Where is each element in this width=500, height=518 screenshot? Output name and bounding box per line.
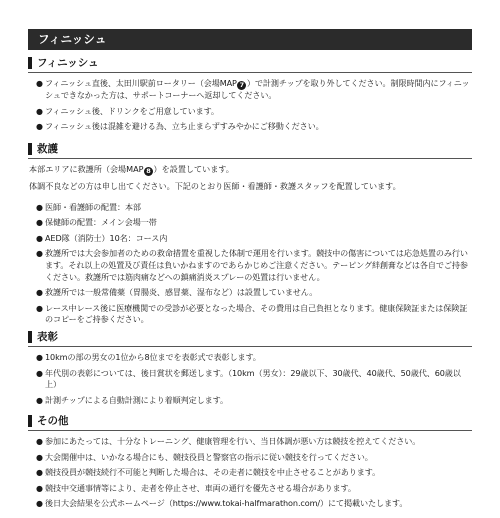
other-section [28, 414, 472, 514]
list-item: ● 大会開催中は、いかなる場合にも、競技役員と警察官の指示に従い競技を行ってください。 [36, 451, 373, 462]
awards-section [28, 330, 472, 410]
map-marker-icon: 7 [237, 81, 246, 90]
bullet-icon: ● [36, 353, 43, 362]
list-item: ● 保健師の配置：メイン会場一帯 [36, 217, 157, 228]
other-heading: その他 [28, 414, 472, 429]
list-item: ● 医師・看護師の配置：本部 [36, 201, 141, 212]
divider [28, 72, 472, 73]
list-item: ● 競技役員が競技続行不可能と判断した場合は、その走者に競技を中止させることがあります。 [36, 467, 381, 478]
bullet-icon: ● [36, 202, 43, 212]
list-item: ● 10kmの部の男女の1位から8位までを表彰式で表彰します。 [36, 352, 261, 362]
finish-list [28, 78, 472, 133]
bullet-icon: ● [36, 106, 43, 116]
other-list [28, 436, 472, 510]
divider [28, 158, 472, 159]
finish-heading: フィニッシュ [28, 56, 472, 71]
list-item: ● フィニッシュ後、ドリンクをご用意しています。 [36, 105, 219, 116]
bullet-icon: ● [36, 468, 43, 478]
bullet-icon: ● [36, 218, 43, 228]
list-item: ● 後日大会結果を公式ホームページ（https://www.tokai-halfmarathon.com/）にて掲載いたします。 [36, 498, 408, 509]
bullet-icon: ● [36, 288, 43, 298]
rescue-list [28, 202, 472, 326]
list-item: ● フィニッシュ後は混雑を避ける為、立ち止まらずすみやかにご移動ください。 [36, 121, 324, 132]
bullet-icon: ● [36, 395, 43, 405]
rescue-heading: 救護 [28, 142, 472, 157]
awards-list [28, 352, 472, 406]
bullet-icon: ● [36, 303, 43, 313]
bullet-icon: ● [36, 233, 43, 243]
list-item: ● 救護所では一般常備薬（胃腸炎、感冒薬、湿布など）は設置していません。 [36, 287, 318, 298]
awards-heading: 表彰 [28, 330, 472, 345]
list-item: ● レース中レース後に医療機関での受診が必要となった場合、その費用は自己負担となります。健康保険証または保険証のコピーをご持参ください。 [36, 302, 468, 325]
rescue-section [28, 142, 472, 330]
list-item: ● 救護所では大会参加者のための救命措置を重視した体制で運用を行います。競技中の傷害については応急処置のみ行います。それ以上の処置及び責任は負いかねますのであらかじめご注意ください。テーピング絆創膏などは各自でご持参ください。救護所では筋肉痛などへの鎮痛消炎スプレーの処置は行いません。 [36, 248, 468, 282]
list-item: ● 年代別の表彰については、後日賞状を郵送します。（10km（男女）：29歳以下、30歳代、40歳代、50歳代、60歳以上） [36, 367, 461, 390]
bullet-icon: ● [36, 499, 43, 509]
divider [28, 346, 472, 347]
list-item: ● AED隊（消防士）10名：コース内 [36, 232, 168, 243]
bullet-icon: ● [36, 249, 43, 259]
page-title: フィニッシュ [28, 29, 472, 50]
list-item: ● 参加にあたっては、十分なトレーニング、健康管理を行い、当日体調が悪い方は競技を控えてください。 [36, 436, 421, 446]
rescue-intro-2: 体調不良などの方は申し出てください。下記のとおり医師・看護師・救護スタッフを配置しています。 [29, 181, 401, 191]
bullet-icon: ● [36, 437, 43, 446]
list-item: ● 計測チップによる自動計測により着順判定します。 [36, 394, 228, 405]
bullet-icon: ● [36, 79, 43, 88]
bullet-icon: ● [36, 452, 43, 462]
rescue-intro: 本部エリアに救護所（会場MAP 8 ）を設置しています。 [29, 164, 234, 175]
divider [28, 430, 472, 431]
list-item: ● フィニッシュ直後、太田川駅前ロータリー（会場MAP 7 ）で計測チップを取り外してください。制限時間内にフィニッシュできなかった方は、サポートコーナーへ返却してください。 [36, 78, 470, 100]
bullet-icon: ● [36, 122, 43, 132]
list-item: ● 競技中交通事情等により、走者を停止させ、車両の通行を優先させる場合があります。 [36, 482, 356, 493]
finish-section [28, 56, 472, 137]
map-marker-icon: 8 [144, 167, 153, 176]
bullet-icon: ● [36, 368, 43, 378]
bullet-icon: ● [36, 483, 43, 493]
